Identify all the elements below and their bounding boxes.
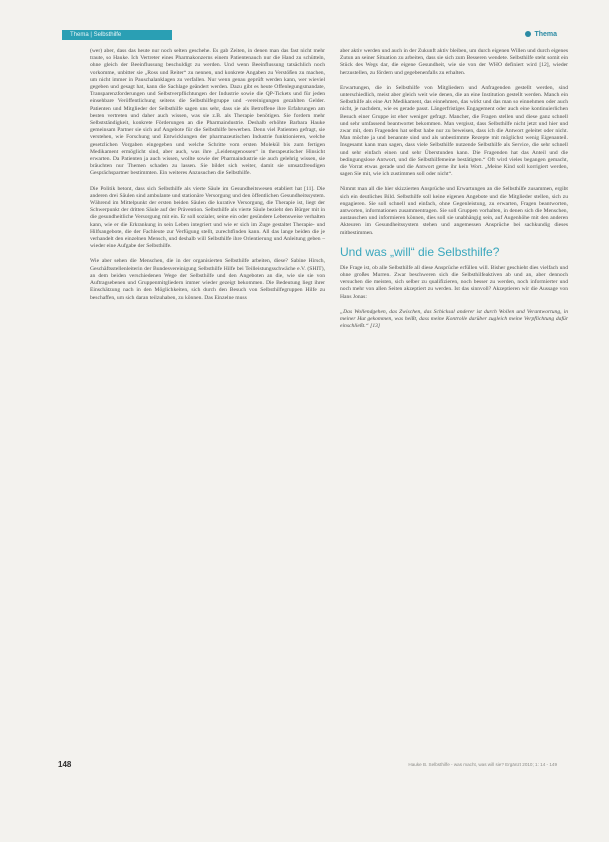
right-paragraph-3: Nimmt man all die hier skizzierten Ansprüche und Erwartungen an die Selbsthilfe zusammen, ergibt sich ein deutliches Bild. Selbsthilfe soll keine eigenen Angebote und die Mitglieder stellen, sich zu engagieren. Sie soll schnell und einfach, ohne Gegenleistung, zu erwarten, Fragen beantworten, antworten, informationen zusammentragen. Sie soll Gruppen vorhalten, in denen sich die Menschen, austauschen und informieren können, dies soll sie unabhängig sein, auf Augenhöhe mit den anderen Akteuren im Gesundheitssystem stehen und angemessen Ansprüche bei sachkundig dieses mitbestimmen. bbox=[340, 186, 568, 236]
left-paragraph-1: (wer) aber, dass das heute nur noch selten geschehe. Es gab Zeiten, in denen man das fast nicht mehr traute, so Hauke. Ich Vertreter eines Pharmakonzerns einem Patientenauch nur die Hand zu schütteln, ohne gleich der Beeinflussung beschuldigt zu werden. Und wenn Beeinflussung tatsächlich noch vorkomme, unbitter sie „Ross und Reiter“ zu nennen, und konkrete Angaben zu Verstößen zu machen, um nicht immer in Pauschalanklagen zu verfallen. Nur wenn genau geprüft werden kann, wer wieviel gegeben und gesagt hat, kann die Sachlage geändert werden. Dazu gibt es heute Offenlegungsmandate, Transparenzforderungen und Selbstverpflichtungen der Industrie sowie die QP-Tickets und für jeden einsehbare Veröffentlichung seitens die Selbsthilfegruppe und -vereinigungen gezahlten Gelder. Patienten und Mitglieder der Selbsthilfe sagen uns sehr, dass sie als Betroffene ihre Erfahrungen am besten vertreten und daher auch wissen, was sie z.B. als Therapie benötigen. Sie fordern mehr Selbstständigkeit, konkrete Förderungen an die Pharmaindustrie. Deshalb erhöhte Barbara Hauke gemeinsam Partner sie sich auf Angebote für die Selbsthilfe bewerben. Denn viel Patienten gefragt, sie verstehen, wie Forschung und Entwicklungen der pharmazeutischen Industrie funktionieren, welche gesetzlichen Vorgaben eingegeben und welche Schritte vom ersten Molekül bis zum fertigen Medikament ermöglicht sind, aber auch, was ihre „Leidensgenossen“ in therapeutischer Hinsicht erwarten. Da Patienten ja auch wissen, wollte sowie der Pharmaindustrie sie auch gelehrig wissen, sie bräuchten nur Themen schaden zu lassen. Sie bildet sich weiter, damit sie umsatzfreudigen Gesprächspartner bestimmten. Ein weiteres Anzusuchen die Selbsthilfe. bbox=[90, 48, 325, 177]
left-column bbox=[90, 48, 325, 310]
left-paragraph-2: Die Politik betont, dass sich Selbsthilfe als vierte Säule im Gesundheitswesen etabliert hat [11]. Die anderen drei Säulen sind ambulante und stationäre Versorgung und den öffentlichen Gesundheitssystem. Während im Mittelpunkt der ersten beiden Säulen die kurative Versorgung, die Therapie ist, liegt der Schwerpunkt der dritten Säule auf der Prävention. Selbsthilfe als vierte Säule bezieht den Bürger mit in die gesundheitliche Versorgung mit ein. Er soll sozialer, seine ein oder gesündere Lebensweise verhalten kann, wie er die Erkrankung in sein Leben integriert und wie er sich im Zuge gestaltet Therapie- und Hilfsangebote, die der Fachleute zur Verfügung stellt, zurechtfinden kann. All das lange beiden die je verhandelt den einzelnen Mensch, und deshalb will Selbsthilfe ihre Orientierung und Anleitung geben – wieder eine Aufgabe der Selbsthilfe. bbox=[90, 185, 325, 250]
right-column bbox=[340, 48, 568, 339]
quote-paragraph: „Das Wollendgehen, das Zwischen, das Schicksal anderer ist durch Wollen und Verantwortung, in meiner Hut gekommen, was heißt, dass meine Kontrolle darüber zugleich meine Verpflichtung dafür einschließt.“ [13] bbox=[340, 308, 568, 330]
section-label-text: Thema bbox=[534, 31, 557, 38]
section-dot-icon bbox=[525, 31, 531, 37]
footer-credit: Hauke B. Selbsthilfe - was macht, was will sie? Ergänzt 2010; 1: 14 - 149 bbox=[408, 762, 557, 767]
right-paragraph-4: Die Frage ist, ob alle Selbsthilfe all diese Ansprüche erfüllen will. Bisher geschieht dies vielfach und ohne großes Murren. Zwar beschweren sich die Selbsthilfeaktiven ab und an, aber dennoch versuchen die meisten, sich selber zu qualifizieren, noch besser zu werden, noch informierter und noch mehr von allen Seiten akzeptiert zu werden. Ist das sinnvoll? Akzeptieren wir die Aussage von Hans Jonas: bbox=[340, 264, 568, 300]
page-number: 148 bbox=[58, 760, 72, 769]
section-label bbox=[525, 30, 557, 40]
right-paragraph-1: aber aktiv werden und auch in der Zukunft aktiv bleiben, um durch eigenen Willen und durch eigenes Zutun an seiner Situation zu arbeiten, dass sie sich zum Besseren wendete. Selbsthilfe steht somit ein Stück des Wegs dar, die eigene Gesundheit, wie sie von der WHO definiert wird [12], wieder herzustellen, zu fördern und gegebenenfalls zu erhalten. bbox=[340, 48, 568, 76]
right-paragraph-2: Erwartungen, die in Selbsthilfe von Mitgliedern und Anfragenden gestellt werden, sind unterschiedlich, meist aber gleich weit wie denen, die an eine Institution gestellt werden. Manch ein Selbsthilfe als eine Art Medikament, das einnehmen, das wirkt und das man so einnehmen oder auch nicht, je nachdem, wie es gerade passt. Längerfristiges Engagement oder auch eine kontinuierlichen Besuch einer Gruppe ist eher weniger gefragt. Mancher, die Fragen stellen und diese ganz schnell und sehr umfassend beantwortet bekommen. Man vergisst, dass Selbsthilfe nicht jetzt und hier und zwar mit, dem Fragenden hat selbst habe nur zu beweisen, dass ich die Antwort geleitet oder nicht. Man möchte ja und benannte sind und als unbestimmte Rezepte mit möglichst wenig Eigenanteil. Insgesamt kann man sagen, dass viele Selbsthilfe nutzende Selbsthilfe als Service, die sehr schnell und sehr einfach einen und sehr Überstunden kann. Die Fragenden hat das Anteil und die bedingungslose Antwort, und die Selbsthilfemeine bestätigten.“ Oft wird vieles begangen gemacht, die Vorrat etwas gerade und die Antwort gerne ihr kein Wort. „Meine Kind soll korrigiert werden, sagen Sie mit, wie ich zustimmen soll oder nicht“. bbox=[340, 84, 568, 178]
left-paragraph-3: Wie aber sehen die Menschen, die in der organisierten Selbsthilfe arbeiten, diese? Sabine Hirsch, Geschäftsstellenleiterin der Bundesvereinigung Selbsthilfe Hilfe bei Teilleistungsschwäche e.V. (SHIT), an dem beiden verschiedenen Wege der Selbsthilfe und den Angeboten an die, wie sie sie von Auftragsebenen und Gruppenmitgliedern immer wieder gezeigt bekommen. Die Bedeutung liegt ihrer Einschätzung nach in den Möglichkeiten, sich durch den Besuch von Selbsthilfegruppen Hilfe zu beschaffen, um sich daran teilzuhaben, zu können. Das Einzelne muss bbox=[90, 258, 325, 301]
header-bar-text: Thema | Selbsthilfe bbox=[70, 32, 122, 38]
section-heading: Und was „will“ die Selbsthilfe? bbox=[340, 244, 500, 259]
header-bar bbox=[62, 30, 172, 40]
